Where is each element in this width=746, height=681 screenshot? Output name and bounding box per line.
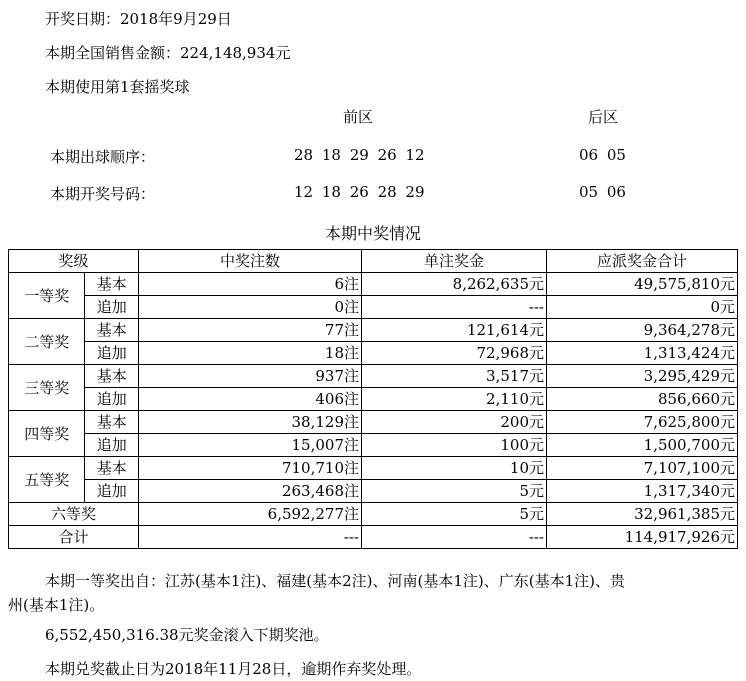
header-count: 中奖注数 bbox=[139, 250, 362, 273]
table-row bbox=[9, 365, 738, 388]
prize-sub-type: 基本 bbox=[85, 365, 139, 388]
sum-label: 合计 bbox=[9, 526, 139, 549]
table-row bbox=[9, 434, 738, 457]
total-prize: 7,625,800元 bbox=[547, 411, 738, 434]
winner-count: 38,129注 bbox=[139, 411, 362, 434]
total-prize: 1,500,700元 bbox=[547, 434, 738, 457]
winning-numbers-label: 本期开奖号码： bbox=[50, 185, 156, 203]
back-zone-header: 后区 bbox=[588, 108, 619, 126]
total-prize: 32,961,385元 bbox=[547, 503, 738, 526]
ball-set-info: 本期使用第1套摇奖球 bbox=[45, 78, 190, 96]
winner-count: 0注 bbox=[139, 296, 362, 319]
prize-level: 四等奖 bbox=[9, 411, 85, 457]
header-unit-prize: 单注奖金 bbox=[362, 250, 547, 273]
unit-prize: 8,262,635元 bbox=[362, 273, 547, 296]
table-row-sum bbox=[9, 526, 738, 549]
total-prize: 3,295,429元 bbox=[547, 365, 738, 388]
winner-count: 18注 bbox=[139, 342, 362, 365]
total-prize: 1,317,340元 bbox=[547, 480, 738, 503]
sum-unit: --- bbox=[362, 526, 547, 549]
table-row bbox=[9, 342, 738, 365]
prize-sub-type: 追加 bbox=[85, 480, 139, 503]
winner-count: 710,710注 bbox=[139, 457, 362, 480]
claim-deadline: 本期兑奖截止日为2018年11月28日，逾期作弃奖处理。 bbox=[45, 660, 422, 678]
winner-count: 77注 bbox=[139, 319, 362, 342]
unit-prize: 5元 bbox=[362, 503, 547, 526]
prize-table-title: 本期中奖情况 bbox=[324, 224, 421, 243]
table-row bbox=[9, 411, 738, 434]
unit-prize: 2,110元 bbox=[362, 388, 547, 411]
winning-back-numbers: 05 06 bbox=[579, 183, 626, 201]
sales-amount: 本期全国销售金额：224,148,934元 bbox=[45, 44, 291, 62]
prize-sub-type: 基本 bbox=[85, 457, 139, 480]
draw-date: 开奖日期：2018年9月29日 bbox=[45, 10, 232, 28]
prize-level: 三等奖 bbox=[9, 365, 85, 411]
winner-count: 263,468注 bbox=[139, 480, 362, 503]
total-prize: 9,364,278元 bbox=[547, 319, 738, 342]
unit-prize: 10元 bbox=[362, 457, 547, 480]
total-prize: 7,107,100元 bbox=[547, 457, 738, 480]
winner-count: 406注 bbox=[139, 388, 362, 411]
unit-prize: 5元 bbox=[362, 480, 547, 503]
winner-count: 6,592,277注 bbox=[139, 503, 362, 526]
prize-sub-type: 基本 bbox=[85, 319, 139, 342]
draw-order-front-numbers: 28 18 29 26 12 bbox=[294, 146, 425, 164]
prize-sub-type: 追加 bbox=[85, 342, 139, 365]
draw-order-back-numbers: 06 05 bbox=[579, 146, 626, 164]
unit-prize: 200元 bbox=[362, 411, 547, 434]
unit-prize: --- bbox=[362, 296, 547, 319]
table-row bbox=[9, 273, 738, 296]
draw-order-label: 本期出球顺序： bbox=[50, 148, 156, 166]
prize-level: 五等奖 bbox=[9, 457, 85, 503]
prize-sub-type: 基本 bbox=[85, 273, 139, 296]
prize-table-header-row bbox=[9, 250, 738, 273]
prize-level: 一等奖 bbox=[9, 273, 85, 319]
first-prize-winners-line1: 本期一等奖出自：江苏(基本1注)、福建(基本2注)、河南(基本1注)、广东(基本1注)、贵 bbox=[45, 572, 625, 590]
front-zone-header: 前区 bbox=[343, 108, 374, 126]
prize-table bbox=[8, 249, 738, 549]
sum-total: 114,917,926元 bbox=[547, 526, 738, 549]
jackpot-rollover: 6,552,450,316.38元奖金滚入下期奖池。 bbox=[45, 626, 329, 644]
sum-count: --- bbox=[139, 526, 362, 549]
unit-prize: 121,614元 bbox=[362, 319, 547, 342]
prize-sub-type: 追加 bbox=[85, 434, 139, 457]
winner-count: 15,007注 bbox=[139, 434, 362, 457]
table-row bbox=[9, 503, 738, 526]
unit-prize: 3,517元 bbox=[362, 365, 547, 388]
prize-level: 二等奖 bbox=[9, 319, 85, 365]
table-row bbox=[9, 319, 738, 342]
table-row bbox=[9, 457, 738, 480]
winner-count: 6注 bbox=[139, 273, 362, 296]
unit-prize: 72,968元 bbox=[362, 342, 547, 365]
total-prize: 49,575,810元 bbox=[547, 273, 738, 296]
total-prize: 0元 bbox=[547, 296, 738, 319]
total-prize: 1,313,424元 bbox=[547, 342, 738, 365]
first-prize-winners-line2: 州(基本1注)。 bbox=[8, 596, 105, 614]
table-row bbox=[9, 480, 738, 503]
prize-sub-type: 追加 bbox=[85, 388, 139, 411]
prize-sub-type: 追加 bbox=[85, 296, 139, 319]
winning-front-numbers: 12 18 26 28 29 bbox=[294, 183, 425, 201]
unit-prize: 100元 bbox=[362, 434, 547, 457]
header-level: 奖级 bbox=[9, 250, 139, 273]
prize-sub-type: 基本 bbox=[85, 411, 139, 434]
table-row bbox=[9, 388, 738, 411]
header-total-prize: 应派奖金合计 bbox=[547, 250, 738, 273]
table-row bbox=[9, 296, 738, 319]
total-prize: 856,660元 bbox=[547, 388, 738, 411]
prize-level: 六等奖 bbox=[9, 503, 139, 526]
winner-count: 937注 bbox=[139, 365, 362, 388]
